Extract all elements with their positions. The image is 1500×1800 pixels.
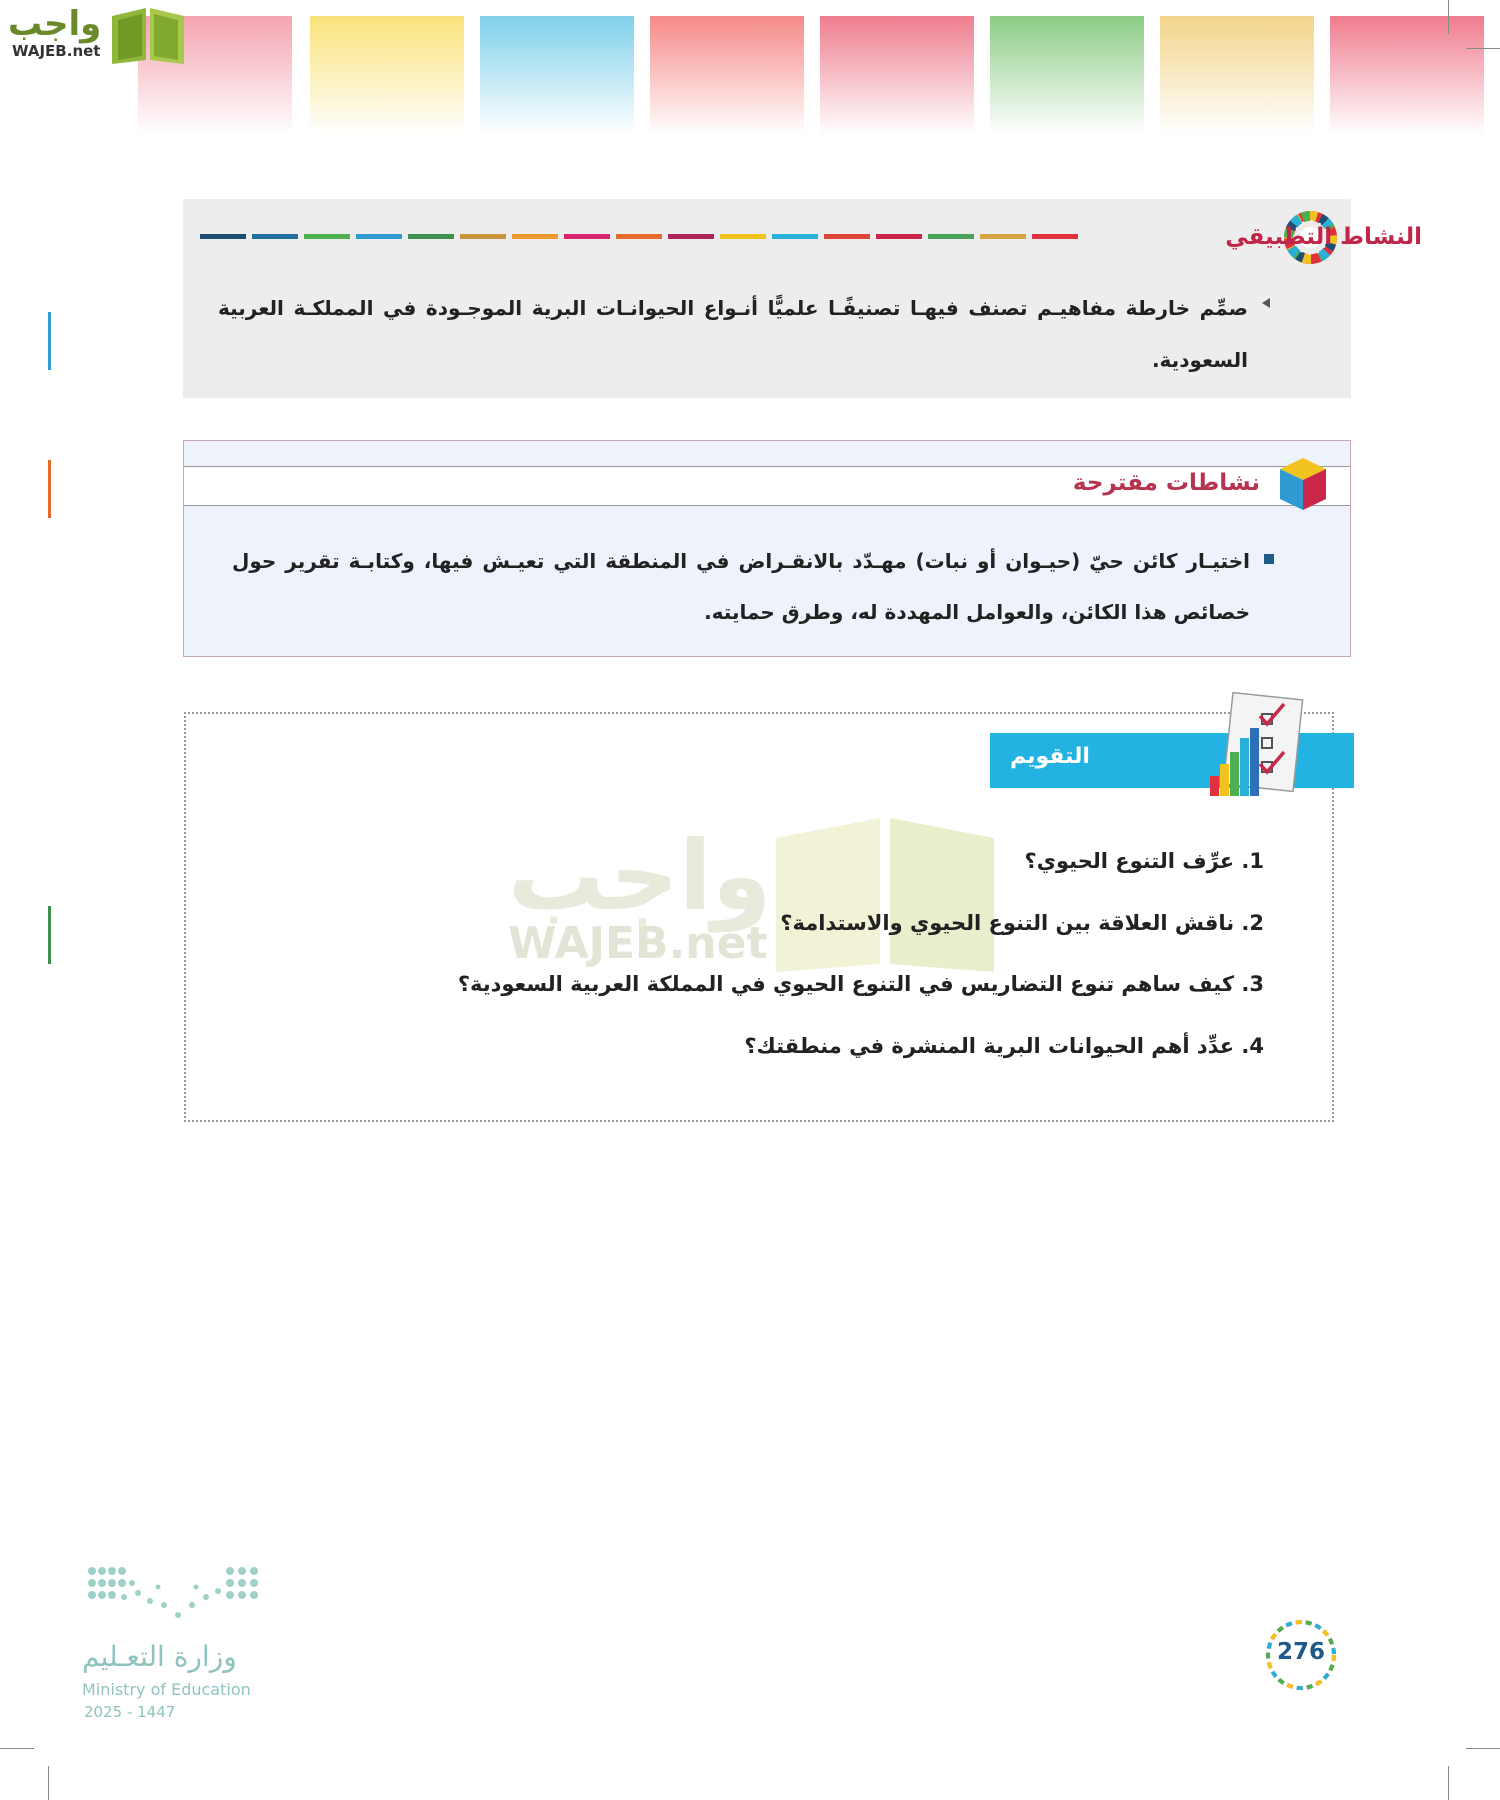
- book-logo-icon: [108, 6, 188, 64]
- evaluation-question: 2. ناقش العلاقة بين التنوع الحيوي والاستدامة؟: [780, 911, 1264, 935]
- dash-segment: [720, 234, 766, 239]
- dash-segment: [980, 234, 1026, 239]
- triangle-bullet-icon: [1262, 298, 1270, 308]
- logo-text: واجب: [8, 4, 102, 44]
- margin-mark: [48, 906, 51, 964]
- dash-segment: [564, 234, 610, 239]
- evaluation-question: 4. عدِّد أهم الحيوانات البرية المنشرة في منطقتك؟: [744, 1034, 1264, 1058]
- color-strip: [1330, 16, 1484, 134]
- square-bullet-icon: [1264, 554, 1274, 564]
- applied-activity-title: النشاط التطبيقي: [1225, 224, 1422, 250]
- dash-segment: [408, 234, 454, 239]
- header-color-strips: [48, 16, 1488, 134]
- margin-mark: [48, 312, 51, 370]
- evaluation-title: التقويم: [1010, 744, 1090, 769]
- watermark-latin: WAJEB.net: [508, 918, 768, 969]
- color-strip: [1160, 16, 1314, 134]
- color-strip: [990, 16, 1144, 134]
- ministry-english-name: Ministry of Education: [82, 1680, 251, 1699]
- dash-segment: [616, 234, 662, 239]
- checklist-chart-icon: [1206, 692, 1306, 802]
- applied-activity-text: صمِّم خارطة مفاهيـم تصنف فيهـا تصنيفًـا علميًّا أنـواع الحيوانـات البرية الموجـودة في المملكـة العربية السعودية.: [218, 296, 1248, 372]
- dash-segment: [668, 234, 714, 239]
- dash-segment: [252, 234, 298, 239]
- suggested-activities-title: نشاطات مقترحة: [1072, 470, 1260, 496]
- dash-segment: [200, 234, 246, 239]
- dash-segment: [824, 234, 870, 239]
- dash-segment: [304, 234, 350, 239]
- colored-dash-divider: [200, 234, 1078, 240]
- watermark-book-icon: [770, 812, 1000, 972]
- watermark-text: واجب: [508, 820, 772, 932]
- ministry-dots-logo-icon: [84, 1561, 266, 1625]
- dash-segment: [356, 234, 402, 239]
- dash-segment: [512, 234, 558, 239]
- ministry-year: 2025 - 1447: [84, 1703, 176, 1721]
- dash-segment: [928, 234, 974, 239]
- margin-mark: [48, 460, 51, 518]
- cube-icon: [1278, 456, 1328, 512]
- evaluation-question: 3. كيف ساهم تنوع التضاريس في التنوع الحيوي في المملكة العربية السعودية؟: [457, 972, 1264, 996]
- ministry-arabic-name: وزارة التعـليم: [82, 1640, 237, 1673]
- suggested-activities-text: اختيـار كائن حيّ (حيـوان أو نبات) مهـدّد بالانقـراض في المنطقة التي تعيـش فيها، وكتابـة تقرير حول خصائص هذا الكائن، والعوامل المهددة له، وطرق حمايته.: [232, 549, 1250, 624]
- evaluation-question: 1. عرِّف التنوع الحيوي؟: [1024, 849, 1264, 873]
- page-number: 276: [1276, 1639, 1325, 1665]
- color-strip: [480, 16, 634, 134]
- color-strip: [650, 16, 804, 134]
- color-strip: [820, 16, 974, 134]
- dash-segment: [772, 234, 818, 239]
- dash-segment: [876, 234, 922, 239]
- color-strip: [310, 16, 464, 134]
- dash-segment: [460, 234, 506, 239]
- logo-latin: WAJEB.net: [12, 42, 101, 60]
- dash-segment: [1032, 234, 1078, 239]
